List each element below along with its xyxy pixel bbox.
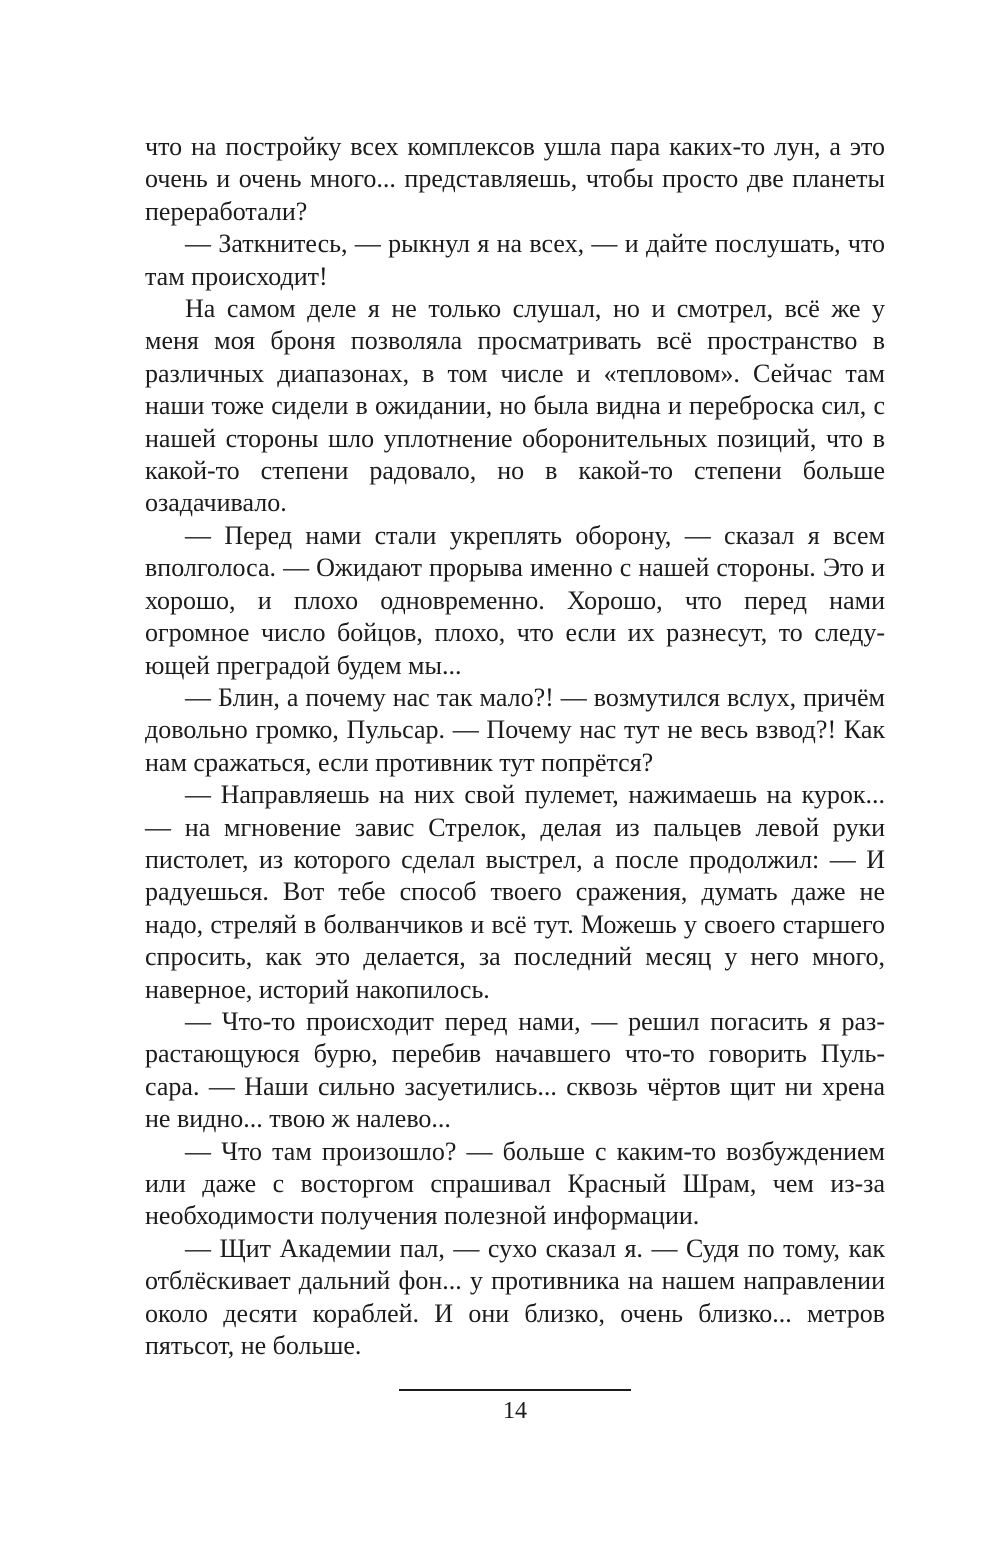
page-footer: [145, 1389, 885, 1423]
paragraph: — Перед нами стали укреплять оборону, — сказал я всем вполголоса. — Ожидают прорыва именно с нашей стороны. Это и хорошо, и плохо одновременно. Хорошо, что перед нами огромное число бойцов, плохо, что если их разнесут, то следующей преградой будем мы...: [145, 520, 885, 680]
paragraph: На самом деле я не только слушал, но и смотрел, всё же у меня моя броня позволяла просматривать всё пространство в различных диапазонах, в том числе и «тепловом». Сейчас там наши тоже сидели в ожидании, но была видна и переброска сил, с нашей стороны шло уплотнение оборонительных позиций, что в какой-то степени радовало, но в какой-то степени больше озадачивало.: [145, 294, 885, 518]
paragraph: — Направляешь на них свой пулемет, нажимаешь на курок... — на мгновение завис Стрелок, делая из пальцев левой руки пистолет, из которого сделал выстрел, а после продолжил: — И радуешься. Вот тебе способ твоего сражения, думать даже не надо, стреляй в болванчиков и всё тут. Можешь у своего старшего спросить, как это делается, за последний месяц у него много, наверное, историй накопилось.: [145, 780, 885, 1004]
footer-rule: [399, 1389, 631, 1391]
paragraph: — Что-то происходит перед нами, — решил погасить я разрастающуюся бурю, перебив начавшего что-то говорить Пульсара. — Наши сильно засуетились... сквозь чёртов щит ни хрена не видно... твою ж налево...: [145, 1006, 885, 1134]
paragraph: — Заткнитесь, — рыкнул я на всех, — и дайте послушать, что там происходит!: [145, 229, 885, 291]
paragraph: — Блин, а почему нас так мало?! — возмутился вслух, причём довольно громко, Пульсар. — Почему нас тут не весь взвод?! Как нам сражаться, если противник тут попрётся?: [145, 682, 885, 777]
paragraph: — Щит Академии пал, — сухо сказал я. — Судя по тому, как отблёскивает дальний фон... у противника на нашем направлении около десяти кораблей. И они близко, очень близко... метров пятьсот, не больше.: [145, 1233, 885, 1361]
page-text: [145, 131, 885, 1362]
paragraph: что на постройку всех комплексов ушла пара каких-то лун, а это очень и очень много... представляешь, чтобы просто две планеты переработали?: [145, 132, 885, 226]
paragraph: — Что там произошло? — больше с каким-то возбуждением или даже с восторгом спрашивал Красный Шрам, чем из-за необходимости получения полезной информации.: [145, 1136, 885, 1231]
page-number: 14: [503, 1398, 527, 1424]
